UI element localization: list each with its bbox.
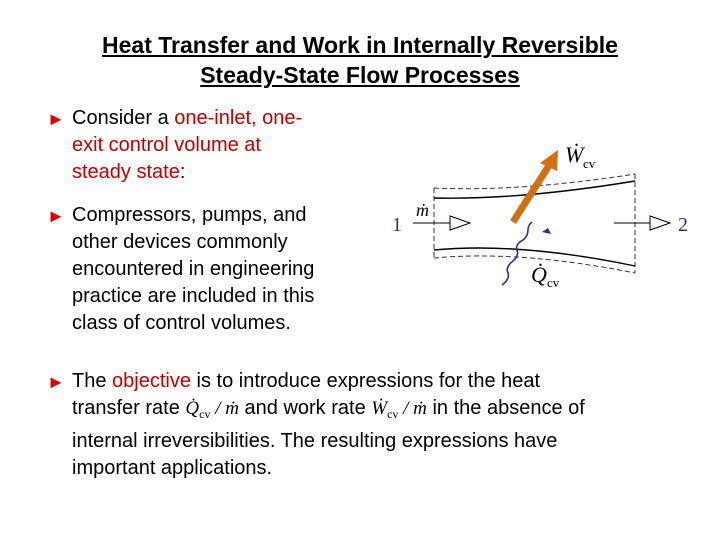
bullet-2-line-5: class of control volumes. [72,312,291,334]
bullet-1-colon: : [179,161,186,183]
bullet-1-highlight-2: exit control volume at [72,134,261,156]
bullet-3-line-2b: and work rate [244,397,372,419]
bullet-1-text: Consider a [72,107,175,129]
control-volume-diagram [370,120,710,300]
bullet-2-line-1: Compressors, pumps, and [72,204,307,226]
bullet-3-text-cont: is to introduce expressions for the heat [190,370,541,392]
slide-title-line-1: Heat Transfer and Work in Internally Reversible [102,32,618,58]
bullet-2-line-3: encountered in engineering [72,258,315,280]
heat-rate-expression: $Q̇_{cv}$ / ṁ [185,398,239,421]
bullet-3 [47,368,707,482]
heat-rate-subscript: cv [547,275,560,290]
inlet-label: 1 [392,214,402,236]
bullet-2-line-2: other devices commonly [72,231,288,253]
work-rate-subscript: cv [583,156,596,171]
bullet-3-text: The [72,370,113,392]
exit-label: 2 [678,214,688,236]
bullet-2-line-4: practice are included in this [72,285,315,307]
bullet-3-line-4: important applications. [72,457,273,479]
work-rate-expression: Ẇ$_{cv}$ / ṁ [371,398,427,421]
slide-title-line-2: Steady-State Flow Processes [200,62,520,88]
bullet-3-line-3: internal irreversibilities. The resulting expressions have [72,430,558,452]
bullet-triangle-icon: ► [47,109,65,129]
control-volume-figure [370,120,710,300]
bullet-1-highlight: one-inlet, one- [174,107,303,129]
bullet-3-line-2a: transfer rate [72,397,186,419]
mass-flow-label: ṁ [416,200,429,220]
bullet-3-highlight: objective [112,370,191,392]
heat-rate-label: Q̇ [531,262,547,287]
bullet-1 [47,105,367,186]
work-rate-label: Ẇ [565,142,584,167]
bullet-triangle-icon: ► [47,206,65,226]
bullet-1-highlight-3: steady state [72,161,180,183]
bullet-2 [47,202,377,337]
bullet-3-line-2c: in the absence of [432,397,585,419]
bullet-triangle-icon: ► [47,372,65,392]
